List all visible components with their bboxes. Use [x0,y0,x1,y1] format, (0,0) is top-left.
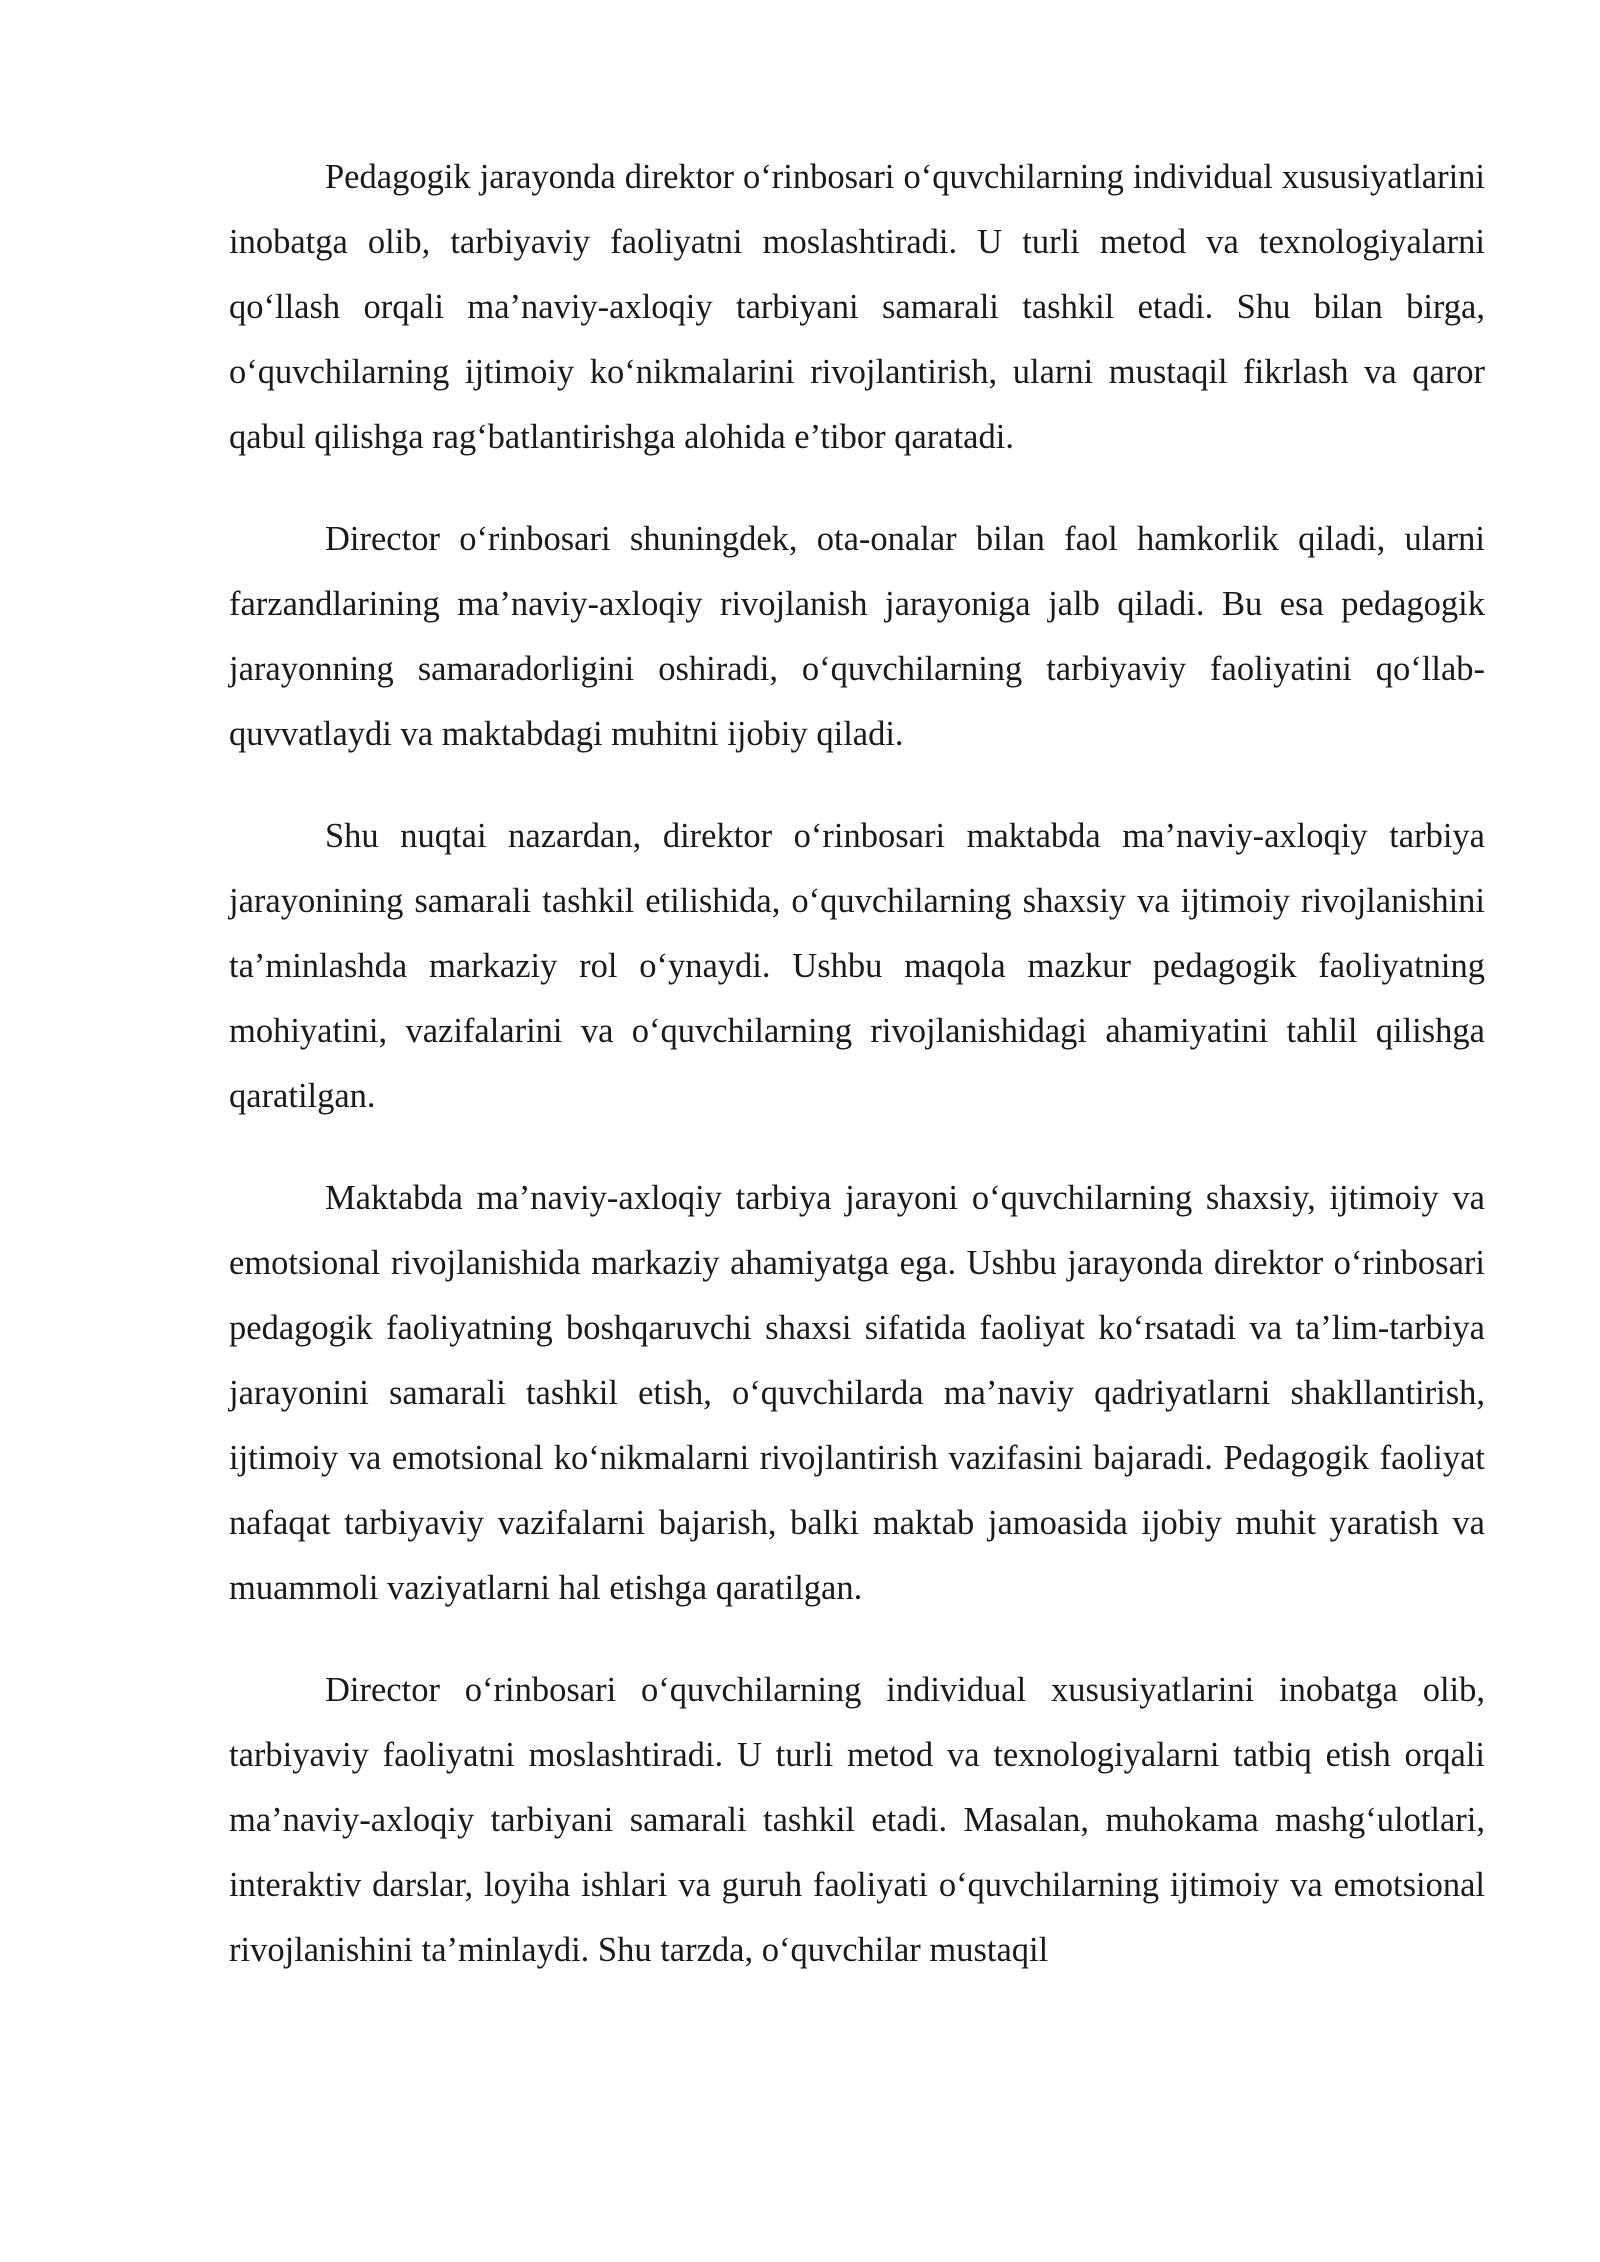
paragraph: Director o‘rinbosari shuningdek, ota-onalar bilan faol hamkorlik qiladi, ularni farzandlarining ma’naviy-axloqiy rivojlanish jarayoniga jalb qiladi. Bu esa pedagogik jarayonning samaradorligini oshiradi, o‘quvchilarning tarbiyaviy faoliyatini qo‘llab-quvvatlaydi va maktabdagi muhitni ijobiy qiladi. [229,520,1485,753]
paragraph: Director o‘rinbosari o‘quvchilarning individual xususiyatlarini inobatga olib, tarbiyaviy faoliyatni moslashtiradi. U turli metod va texnologiyalarni tatbiq etish orqali ma’naviy-axloqiy tarbiyani samarali tashkil etadi. Masalan, muhokama mashg‘ulotlari, interaktiv darslar, loyiha ishlari va guruh faoliyati o‘quvchilarning ijtimoiy va emotsional rivojlanishini ta’minlaydi. Shu tarzda, o‘quvchilar mustaqil [229,1671,1485,1969]
paragraph: Pedagogik jarayonda direktor o‘rinbosari o‘quvchilarning individual xususiyatlarini inobatga olib, tarbiyaviy faoliyatni moslashtiradi. U turli metod va texnologiyalarni qo‘llash orqali ma’naviy-axloqiy tarbiyani samarali tashkil etadi. Shu bilan birga, o‘quvchilarning ijtimoiy ko‘nikmalarini rivojlantirish, ularni mustaqil fikrlash va qaror qabul qilishga rag‘batlantirishga alohida e’tibor qaratadi. [229,158,1485,456]
document-body [229,145,1485,1983]
paragraph: Shu nuqtai nazardan, direktor o‘rinbosari maktabda ma’naviy-axloqiy tarbiya jarayonining samarali tashkil etilishida, o‘quvchilarning shaxsiy va ijtimoiy rivojlanishini ta’minlashda markaziy rol o‘ynaydi. Ushbu maqola mazkur pedagogik faoliyatning mohiyatini, vazifalarini va o‘quvchilarning rivojlanishidagi ahamiyatini tahlil qilishga qaratilgan. [229,817,1485,1115]
paragraph: Maktabda ma’naviy-axloqiy tarbiya jarayoni o‘quvchilarning shaxsiy, ijtimoiy va emotsional rivojlanishida markaziy ahamiyatga ega. Ushbu jarayonda direktor o‘rinbosari pedagogik faoliyatning boshqaruvchi shaxsi sifatida faoliyat ko‘rsatadi va ta’lim-tarbiya jarayonini samarali tashkil etish, o‘quvchilarda ma’naviy qadriyatlarni shakllantirish, ijtimoiy va emotsional ko‘nikmalarni rivojlantirish vazifasini bajaradi. Pedagogik faoliyat nafaqat tarbiyaviy vazifalarni bajarish, balki maktab jamoasida ijobiy muhit yaratish va muammoli vaziyatlarni hal etishga qaratilgan. [229,1179,1485,1607]
